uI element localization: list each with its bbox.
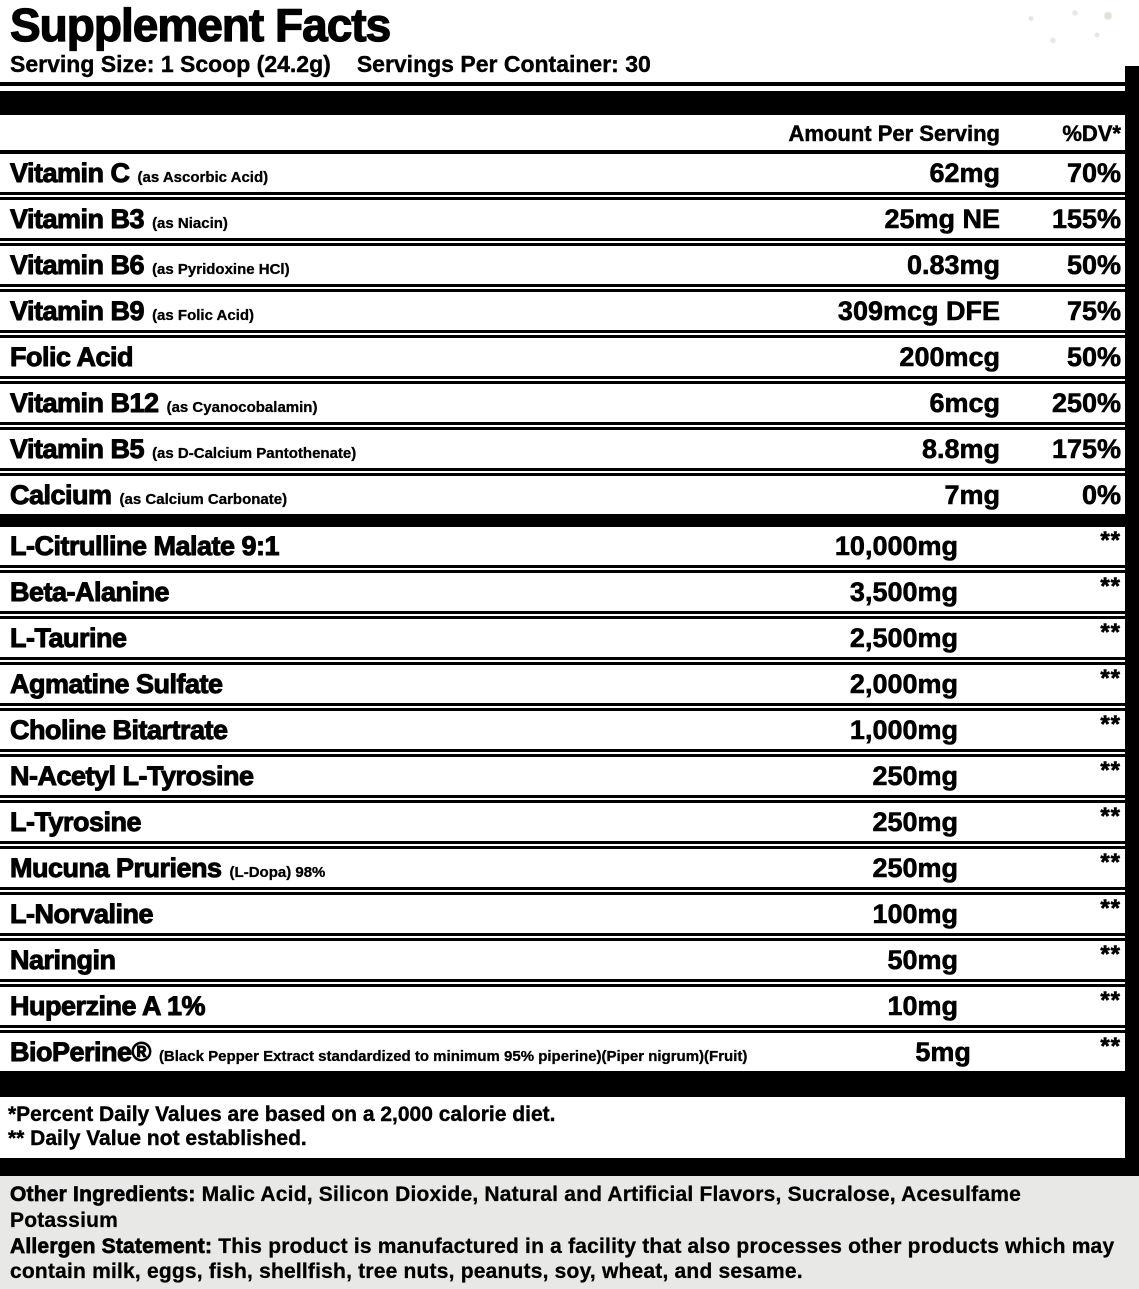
row-divider [0, 841, 1125, 849]
ingredient-row [0, 430, 1125, 468]
ingredient-amount: 62mg [929, 158, 1000, 188]
row-divider [0, 284, 1125, 292]
ingredient-dv: ** [1100, 803, 1121, 830]
ingredient-name: L-Tyrosine [10, 807, 142, 837]
scan-noise-artifact [1009, 2, 1119, 57]
row-divider [0, 238, 1125, 246]
row-divider [0, 330, 1125, 338]
serving-info [0, 48, 1125, 82]
ingredient-dv: ** [1100, 941, 1121, 968]
percent-dv-header: %DV* [1062, 121, 1121, 146]
row-divider [0, 657, 1125, 665]
row-divider [0, 422, 1125, 430]
ingredient-amount: 309mcg DFE [837, 296, 1000, 326]
ingredient-amount: 25mg NE [884, 204, 1000, 234]
ingredient-amount: 0.83mg [906, 250, 1000, 280]
ingredient-dv: ** [1100, 1033, 1121, 1060]
ingredient-row [0, 987, 1125, 1025]
ingredient-source: (as Ascorbic Acid) [137, 169, 269, 186]
other-ingredients-label: Other Ingredients: [10, 1183, 196, 1207]
ingredient-name: Vitamin B6 [10, 250, 145, 280]
ingredient-amount: 2,500mg [849, 623, 958, 653]
servings-per-container: Servings Per Container: 30 [356, 51, 651, 77]
ingredient-name: L-Taurine [10, 623, 127, 653]
ingredient-row [0, 338, 1125, 376]
ingredient-name: Naringin [10, 945, 116, 975]
ingredient-dv: 175% [1051, 434, 1121, 464]
ingredient-row [0, 665, 1125, 703]
row-divider [0, 795, 1125, 803]
ingredient-dv: 0% [1081, 480, 1121, 510]
ingredient-dv: ** [1100, 895, 1121, 922]
thick-bar [0, 91, 1125, 115]
ingredient-name: Vitamin B5 [10, 434, 145, 464]
ingredient-amount: 100mg [872, 899, 958, 929]
row-divider [0, 887, 1125, 895]
ingredient-name: Vitamin B9 [10, 296, 145, 326]
ingredient-amount: 10mg [887, 991, 958, 1021]
ingredient-name: Agmatine Sulfate [10, 669, 223, 699]
ingredient-amount: 200mcg [899, 342, 1000, 372]
ingredient-dv: 250% [1051, 388, 1121, 418]
ingredient-source: (as Calcium Carbonate) [119, 491, 288, 508]
ingredient-dv: ** [1100, 849, 1121, 876]
ingredient-amount: 2,000mg [849, 669, 958, 699]
row-divider [0, 565, 1125, 573]
ingredient-source: (as Cyanocobalamin) [166, 399, 318, 416]
allergen-statement-text: This product is manufactured in a facility that also processes other products which may contain milk, eggs, fish, shellfish, tree nuts, peanuts, soy, wheat, and sesame. [10, 1234, 1115, 1284]
other-ingredients-block [0, 1176, 1125, 1288]
row-divider [0, 468, 1125, 476]
row-divider [0, 192, 1125, 200]
ingredient-name: Calcium [10, 480, 112, 510]
ingredient-dv: 75% [1066, 296, 1121, 326]
ingredient-row [0, 711, 1125, 749]
ingredient-amount: 1,000mg [849, 715, 958, 745]
ingredient-dv: ** [1100, 987, 1121, 1014]
ingredient-row [0, 803, 1125, 841]
ingredient-dv: 50% [1066, 342, 1121, 372]
ingredient-row [0, 527, 1125, 565]
serving-size: Serving Size: 1 Scoop (24.2g) [10, 51, 331, 77]
ingredient-source: (as D-Calcium Pantothenate) [152, 445, 357, 462]
ingredient-name: L-Norvaline [10, 899, 154, 929]
ingredient-dv: ** [1100, 665, 1121, 692]
ingredient-row [0, 1033, 1125, 1071]
ingredient-row [0, 476, 1125, 514]
ingredient-dv: 70% [1066, 158, 1121, 188]
ingredient-row [0, 246, 1125, 284]
ingredient-row [0, 200, 1125, 238]
row-divider [0, 376, 1125, 384]
footnotes [0, 1097, 1125, 1159]
ingredient-name: BioPerine® [10, 1037, 151, 1067]
thick-bar [0, 1071, 1125, 1097]
ingredient-row [0, 895, 1125, 933]
row-divider [0, 979, 1125, 987]
ingredient-name: N-Acetyl L-Tyrosine [10, 761, 254, 791]
ingredient-row [0, 941, 1125, 979]
ingredient-amount: 7mg [944, 480, 1000, 510]
ingredient-row [0, 384, 1125, 422]
thick-bar [0, 514, 1125, 527]
ingredient-row [0, 849, 1125, 887]
ingredient-name: Choline Bitartrate [10, 715, 228, 745]
ingredient-dv: ** [1100, 619, 1121, 646]
vitamins-section [0, 154, 1125, 514]
ingredient-source: (as Niacin) [152, 215, 228, 232]
row-divider [0, 749, 1125, 757]
ingredient-name: Beta-Alanine [10, 577, 170, 607]
ingredient-amount: 6mcg [929, 388, 1000, 418]
ingredient-dv: ** [1100, 527, 1121, 554]
ingredient-amount: 250mg [872, 853, 958, 883]
allergen-statement-label: Allergen Statement: [10, 1234, 213, 1258]
row-divider [0, 1025, 1125, 1033]
ingredient-dv: ** [1100, 757, 1121, 784]
ingredient-amount: 8.8mg [921, 434, 1000, 464]
ingredient-source: (as Pyridoxine HCl) [152, 261, 290, 278]
ingredient-source: (L-Dopa) 98% [229, 864, 326, 881]
ingredient-amount: 250mg [872, 761, 958, 791]
ingredient-amount: 3,500mg [849, 577, 958, 607]
other-ingredients-text: Malic Acid, Silicon Dioxide, Natural and Artificial Flavors, Sucralose, Acesulfame Potassium [10, 1183, 1021, 1232]
ingredient-dv: ** [1100, 711, 1121, 738]
footnote-not-established: ** Daily Value not established. [8, 1127, 307, 1151]
ingredient-amount: 10,000mg [834, 531, 958, 561]
row-divider [0, 933, 1125, 941]
label-right-border [1125, 66, 1139, 1176]
ingredient-amount: 250mg [872, 807, 958, 837]
amount-per-serving-header: Amount Per Serving [788, 121, 1000, 146]
ingredient-name: Vitamin B12 [10, 388, 159, 418]
ingredient-name: L-Citrulline Malate 9:1 [10, 531, 280, 561]
footnote-dv: *Percent Daily Values are based on a 2,000 calorie diet. [8, 1103, 556, 1126]
label-title: Supplement Facts [10, 0, 391, 51]
ingredient-row [0, 757, 1125, 795]
ingredient-row [0, 619, 1125, 657]
ingredient-row [0, 573, 1125, 611]
ingredient-source: (Black Pepper Extract standardized to minimum 95% piperine)(Piper nigrum)(Fruit) [158, 1048, 748, 1065]
ingredient-dv: 50% [1066, 250, 1121, 280]
divider [0, 82, 1125, 86]
ingredient-name: Mucuna Pruriens [10, 853, 222, 883]
row-divider [0, 703, 1125, 711]
ingredient-name: Huperzine A 1% [10, 991, 206, 1021]
ingredient-row [0, 154, 1125, 192]
row-divider [0, 611, 1125, 619]
ingredient-name: Vitamin B3 [10, 204, 145, 234]
ingredient-name: Vitamin C [10, 158, 130, 188]
ingredient-dv: ** [1100, 573, 1121, 600]
ingredient-name: Folic Acid [10, 342, 134, 372]
ingredient-source: (as Folic Acid) [152, 307, 255, 324]
ingredient-amount: 50mg [887, 945, 958, 975]
ingredient-amount: 5mg [915, 1037, 971, 1067]
thick-bar-bottom [0, 1158, 1139, 1176]
ingredient-dv: 155% [1051, 204, 1121, 234]
table-header [0, 115, 1125, 150]
ingredient-row [0, 292, 1125, 330]
actives-section [0, 527, 1125, 1071]
